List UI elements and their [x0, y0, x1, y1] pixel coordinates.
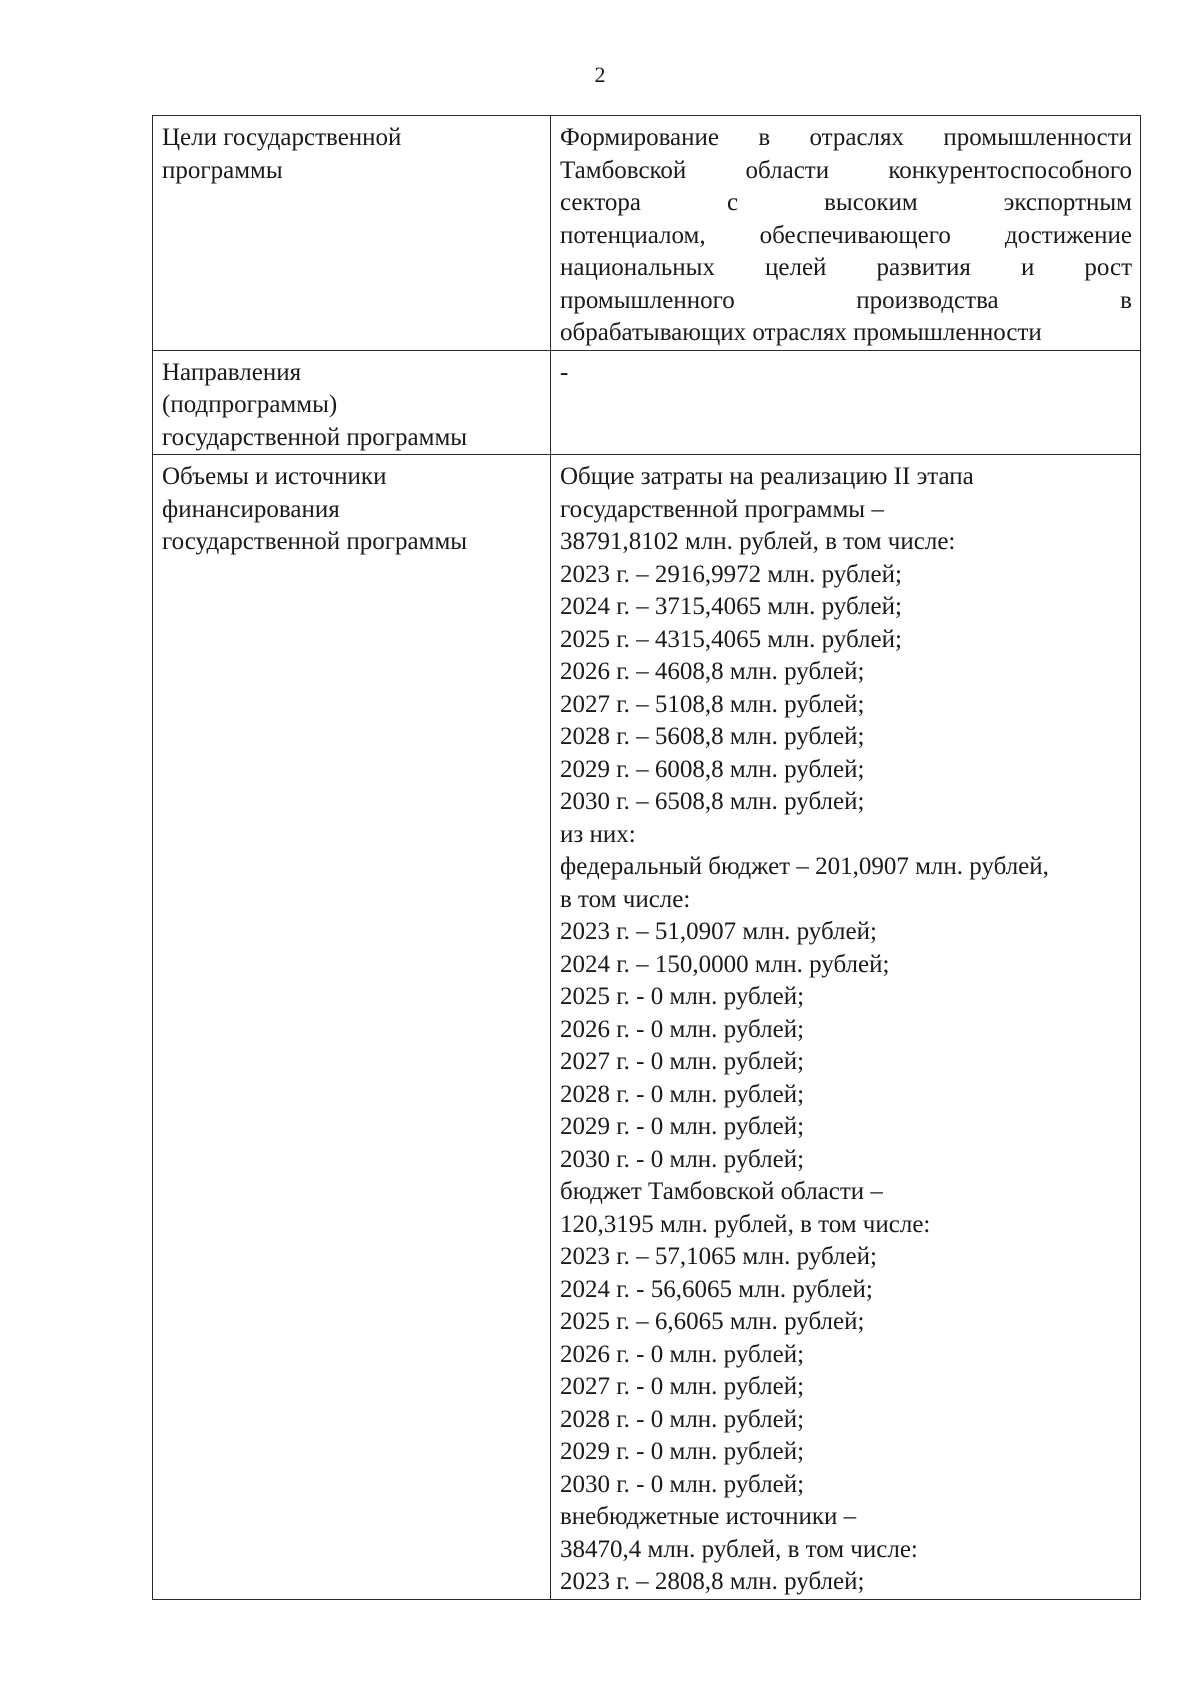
value-line: - [560, 358, 569, 386]
value-line: потенциалом, обеспечивающего достижение [560, 221, 1132, 249]
value-line: 38791,8102 млн. рублей, в том числе: [560, 528, 956, 555]
value-line: 2025 г. - 0 млн. рублей; [560, 983, 805, 1010]
value-line: 2023 г. – 2808,8 млн. рублей; [560, 1568, 865, 1595]
value-line: 2028 г. - 0 млн. рублей; [560, 1080, 805, 1108]
value-line: федеральный бюджет – 201,0907 млн. рублей, [560, 853, 1049, 880]
value-line: Тамбовской области конкурентоспособного [560, 156, 1132, 184]
value-line: 2026 г. - 0 млн. рублей; [560, 1015, 805, 1043]
table-row-directions [153, 350, 1141, 455]
value-line: 2023 г. – 51,0907 млн. рублей; [560, 918, 877, 945]
value-line: 2024 г. – 150,0000 млн. рублей; [560, 950, 890, 978]
table-row-goals [153, 116, 1141, 351]
value-line: 2028 г. - 0 млн. рублей; [560, 1405, 805, 1433]
value-line: 2025 г. – 4315,4065 млн. рублей; [560, 625, 902, 653]
label-line: финансирования [162, 495, 340, 523]
value-line: промышленного производства в [560, 286, 1132, 314]
value-line: из них: [560, 820, 636, 848]
page-number: 2 [594, 62, 606, 87]
value-line: в том числе: [560, 885, 691, 913]
label-line: Цели государственной [162, 124, 402, 151]
value-line: внебюджетные источники – [560, 1503, 857, 1530]
row-value-directions [551, 350, 1141, 455]
label-line: Объемы и источники [162, 463, 387, 490]
value-line: государственной программы – [560, 495, 884, 523]
value-line: 2029 г. - 0 млн. рублей; [560, 1113, 805, 1140]
row-label-funding [153, 455, 551, 1600]
value-line: обрабатывающих отраслях промышленности [560, 319, 1042, 346]
value-line: 2024 г. - 56,6065 млн. рублей; [560, 1275, 873, 1303]
value-line: Формирование в отраслях промышленности [560, 124, 1132, 151]
value-line: 2025 г. – 6,6065 млн. рублей; [560, 1308, 865, 1335]
value-line: 2028 г. – 5608,8 млн. рублей; [560, 723, 865, 750]
label-line: государственной программы [162, 423, 468, 451]
table-row-funding [153, 455, 1141, 1600]
value-line: сектора с высоким экспортным [560, 189, 1132, 216]
row-label-goals [153, 116, 551, 351]
value-line: 120,3195 млн. рублей, в том числе: [560, 1210, 931, 1238]
label-line: государственной программы [162, 528, 468, 555]
value-line: 2029 г. - 0 млн. рублей; [560, 1438, 805, 1465]
row-value-goals [551, 116, 1141, 351]
value-line: 2026 г. - 0 млн. рублей; [560, 1340, 805, 1368]
row-label-directions [153, 350, 551, 455]
value-line: 2027 г. - 0 млн. рублей; [560, 1048, 805, 1075]
value-line: 2029 г. – 6008,8 млн. рублей; [560, 755, 865, 783]
value-line: Общие затраты на реализацию II этапа [560, 463, 974, 490]
value-line: 38470,4 млн. рублей, в том числе: [560, 1535, 918, 1563]
row-value-funding [551, 455, 1141, 1600]
value-line: 2030 г. - 0 млн. рублей; [560, 1470, 805, 1498]
label-line: (подпрограммы) [162, 391, 338, 418]
value-line: 2030 г. – 6508,8 млн. рублей; [560, 788, 865, 815]
label-line: программы [162, 156, 283, 184]
value-line: 2027 г. – 5108,8 млн. рублей; [560, 690, 865, 718]
value-line: 2030 г. - 0 млн. рублей; [560, 1145, 805, 1173]
value-line: 2024 г. – 3715,4065 млн. рублей; [560, 593, 902, 620]
value-line: бюджет Тамбовской области – [560, 1178, 883, 1205]
label-line: Направления [162, 358, 302, 386]
value-line: 2026 г. – 4608,8 млн. рублей; [560, 658, 865, 685]
value-line: 2023 г. – 57,1065 млн. рублей; [560, 1243, 877, 1270]
program-passport-table [152, 115, 1141, 1600]
value-line: 2027 г. - 0 млн. рублей; [560, 1373, 805, 1400]
value-line: национальных целей развития и рост [560, 254, 1132, 281]
value-line: 2023 г. – 2916,9972 млн. рублей; [560, 560, 902, 588]
